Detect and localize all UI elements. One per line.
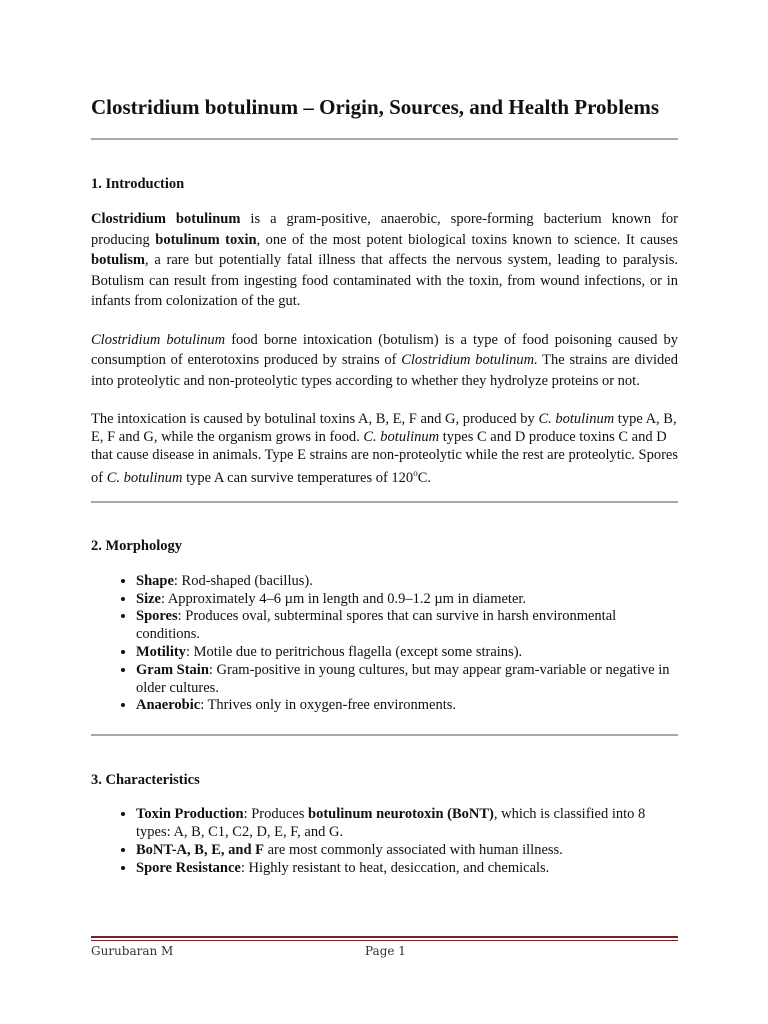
section-heading-morphology: 2. Morphology [91, 537, 183, 554]
footer-divider-thin [91, 940, 678, 941]
intro-paragraph-1: Clostridium botulinum is a gram-positive, anaerobic, spore-forming bacterium known for producing botulinum toxin, one of the most potent biological toxins known to science. It causes botulism, a rare but potentially fatal illness that affects the nervous system, leading to paralysis. Botulism can result from ingesting food contaminated with the toxin, from wound infections, or in infants from colonization of the gut. [91, 211, 678, 309]
section-heading-introduction: 1. Introduction [91, 176, 185, 192]
morphology-list [91, 573, 678, 715]
list-item: • Size: Approximately 4–6 µm in length and 0.9–1.2 µm in diameter. [136, 591, 678, 609]
document-title: Clostridium botulinum – Origin, Sources, and Health Problems [91, 95, 660, 119]
list-item: • Spore Resistance: Highly resistant to heat, desiccation, and chemicals. [136, 860, 678, 878]
list-item: • Spores: Produces oval, subterminal spores that can survive in harsh environmental conditions. [136, 608, 678, 644]
footer-page-number: Page 1 [365, 944, 406, 958]
page-footer [91, 944, 678, 962]
document-page [91, 94, 678, 877]
list-item: • Gram Stain: Gram-positive in young cultures, but may appear gram-variable or negative in older cultures. [136, 662, 678, 698]
section-divider [91, 501, 678, 503]
list-item: • Motility: Motile due to peritrichous flagella (except some strains). [136, 644, 678, 662]
section-heading-characteristics: 3. Characteristics [91, 772, 200, 789]
footer-divider [91, 936, 678, 938]
list-item: • BoNT-A, B, E, and F are most commonly associated with human illness. [136, 842, 678, 860]
list-item: • Toxin Production: Produces botulinum neurotoxin (BoNT), which is classified into 8 types: A, B, C1, C2, D, E, F, and G. [136, 806, 678, 842]
list-item: • Shape: Rod-shaped (bacillus). [136, 573, 678, 591]
title-divider [91, 138, 678, 140]
list-item: • Anaerobic: Thrives only in oxygen-free environments. [136, 697, 678, 715]
characteristics-list [91, 806, 678, 877]
intro-paragraph-2: Clostridium botulinum food borne intoxication (botulism) is a type of food poisoning caused by consumption of enterotoxins produced by strains of Clostridium botulinum. The strains are divided into proteolytic and non-proteolytic types according to whether they hydrolyze proteins or not. [91, 331, 679, 389]
intro-paragraph-3: The intoxication is caused by botulinal toxins A, B, E, F and G, produced by C. botulinum type A, B, E, F and G, while the organism grows in food. C. botulinum types C and D produce toxins C and D that cause disease in animals. Type E strains are non-proteolytic while the rest are proteolytic. Spores of C. botulinum type A can survive temperatures of 120$^o$C. [91, 411, 678, 486]
section-divider [91, 734, 678, 736]
footer-author: Gurubaran M [91, 944, 174, 958]
